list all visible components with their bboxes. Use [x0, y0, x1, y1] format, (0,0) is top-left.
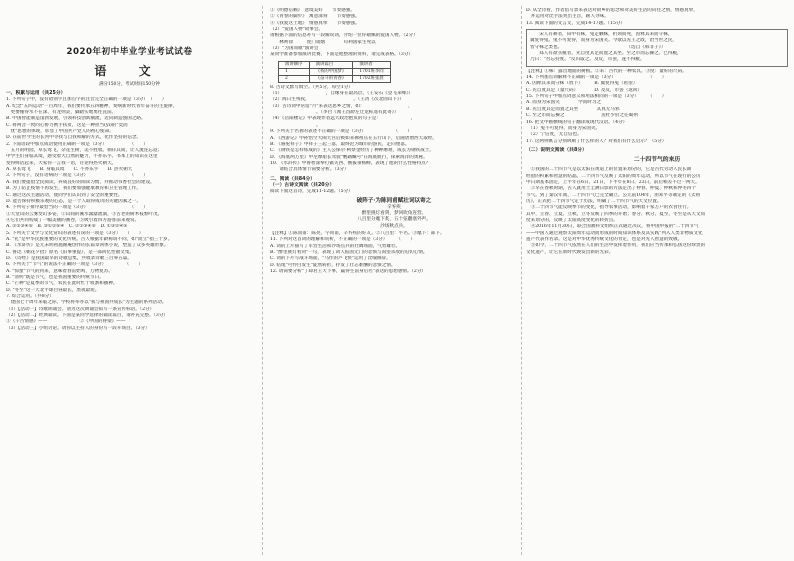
text-line: 10. 《水浒传》中鲁智深拳打镇关西、倒拔垂杨柳，表现了他的什么性格特点？	[270, 160, 431, 166]
text-line: 13. 阅读下面的文言文，完成14-17题。（15分）	[526, 20, 626, 26]
exam-title: 2020年初中毕业学业考试试卷	[66, 47, 193, 57]
text-line: C. 通过这次主题活动，使同学们认识到了安全的重要性。	[6, 192, 123, 198]
table-cell: 《我的中国梦》	[309, 68, 353, 75]
text-line: C. 先自度其足（量尺码） D. 及反，市罢（返回）	[526, 87, 643, 93]
text-line: 宋人有耕者，田中有株，兔走触株，折颈而死，因释其耒而守株，	[530, 32, 673, 38]
column-right	[526, 8, 788, 556]
section-heading: （二）说明文阅读（共8分）	[526, 147, 587, 153]
text-line: ①天堂山的云雾变幻多姿，②山间的溪水潺潺流淌，③古老的树木枝繁叶茂，	[6, 211, 163, 217]
text-line: C. 将两音一致同心协力携手扶贫，这是一种担当(yì)的"奕而	[6, 122, 128, 128]
table-cell: 《奋斗的青春》	[309, 75, 353, 82]
text-line: A. 纪念"五四运动"一百周年，我们要传承五四精神，奏响新时代青年奋斗的主旋律，	[6, 103, 178, 109]
text-line: （2）"爱国人物"故事会。	[270, 27, 324, 33]
text-line: ——中国人通过观察太阳周年运动而形成的时间知识体系及其实践"列入人类非物质文化	[526, 230, 703, 236]
text-line: （4）《岳阳楼记》中表现作者远大政治抱负的句子是： ，	[270, 116, 416, 122]
table-cell: 演讲者	[353, 61, 390, 68]
text-line: C. 鲁迅《朝花夕拾》原名《旧事重提》，是一部回忆性散文集。	[6, 249, 135, 255]
text-line: B. 《骆驼祥子》中祥子三起三落，最终沦为城市的游民，走向堕落。	[270, 141, 410, 147]
text-line: 9. 下列关于名著的表述不正确的一项是（3分） （ ）	[270, 129, 412, 135]
text-line: 中日期基本固定，上半年在6日、21日，下半年在8日、23日，前后相差不过一两天。	[526, 179, 700, 185]
text-line: ①我国的二十四节气是以太阳在黄道上的位置来划分的，它是古代劳动人民长期	[526, 167, 692, 173]
table-row	[279, 61, 391, 68]
text-line: A. 草长莺飞 B. 身临其境 C. 不亦乐乎 D. 热火朝天	[6, 167, 133, 173]
text-line: 郑人有欲买履者，先自度其足而置之其坐。至之市而忘操之。已得履，	[530, 51, 682, 57]
text-line: 节气。到了秦汉年间，二十四节气已完全确立。公元前104年，由邓平等制定的《太初	[526, 192, 701, 198]
text-line: B. 中国智能制造蓬勃发展，引领科技创新潮流，迈向制造强国之路。	[6, 116, 146, 122]
table-cell: 1702班张晨	[353, 75, 390, 82]
text-line: 皆守株之类也。 （选自《韩非子》）	[530, 44, 666, 50]
text-line: ③二十四节气能反映季节的变化，指导农事活动，影响着千家万户的衣食住行。	[526, 205, 692, 211]
text-line: （3）古诗词中常借"月"来表达思乡之情，如： ，	[270, 103, 413, 109]
text-line: D. 能否保持积极乐观的心态，是一个人取得成功的关键因素之一。	[6, 198, 142, 204]
text-line: （1）【活动一】诗歌朗诵会。请为这次朗诵会拟写一条宣传标语。（2分）	[6, 306, 155, 312]
table-cell: 2	[279, 75, 310, 82]
column-separator	[521, 6, 522, 555]
text-line: D. 从全诗看，作者借写景来表达对故乡的思念和对美好生活的向往之情，情感真挚，	[526, 8, 698, 13]
text-line: A. ①②③④⑤ B. ③①②⑤④ C. ②①③④⑤ D. ①③②④⑤	[6, 224, 128, 230]
text-line: 12. 请简要分析"了却君王天下事，赢得生前身后名"表达的思想感情。（2分）	[270, 269, 427, 275]
poem-line: 八百里分麾下炙，五十弦翻塞外声。	[357, 217, 431, 223]
poem-line: 沙场秋点兵。	[380, 223, 408, 229]
text-line: ②早在春秋时期，古人就用土圭测日影的方法定出了仲春、仲夏、仲秋和仲冬四个	[526, 186, 696, 192]
text-line: 中学生们身临其境，感受着大自然的魅力，不亦乐乎。书本上的知识在这里	[6, 154, 158, 160]
text-line: 17. 这两则寓言分别讽刺了什么样的人？对我们有什么启示？（5分）	[526, 138, 667, 144]
text-line: ②《青春的脚步》 寓意深刻 节奏感强。	[270, 14, 360, 20]
text-line: 并运用对比手法突出主旨，耐人寻味。	[526, 14, 609, 20]
text-line: 5. 下列关于文学与文化常识的表述有误的一项是（3分） （ ）	[6, 230, 144, 236]
article-title: 二十四节气的来历	[633, 157, 681, 164]
column-left-body	[6, 91, 253, 332]
poem-line: 醉里挑灯看剑，梦回吹角连营。	[361, 210, 427, 216]
text-line: 【注释】①株：露出地面的树根。②耒：古代的一种农具。③度：量好的尺码。	[526, 68, 687, 74]
text-line: 文化遗产，让它在新时代焕发出新的光彩。	[526, 249, 614, 255]
exam-subject: 语 文	[94, 64, 165, 78]
text-line: （2）海日生残夜， 。（王湾《次北固山下》）	[270, 97, 404, 103]
text-line: 6. 下列关于"节气"的说法不正确的一项是（3分） （ ）	[6, 262, 144, 268]
text-line: 2. 下面语段中加点成语使用正确的一项是（3分） （ ）	[6, 141, 148, 147]
text-line: 7. 综合运用。（共8分）	[6, 294, 54, 299]
text-line: 度来划分的，反映了太阳高度变化的转折点。	[526, 217, 618, 223]
text-line: ①《明德信赖》 意境美好 节奏感强。	[270, 8, 355, 13]
text-line: 8. 古诗文默写填空。（共5分，每空1分）	[270, 84, 353, 90]
text-line: D. 《海底两万里》中尼摩船长驾驶"鹦鹉螺号"在海底航行，探索海洋的奥秘。	[270, 154, 428, 160]
text-line: B. "清明"既是节气，也是我国重要的传统节日。	[6, 274, 104, 280]
text-line: 五月的明园，草长莺飞，杂花生树，美不胜收。徜徉其间，让人流连忘返；	[6, 148, 163, 154]
text-line: 3. 下列句子，没有语病的一项是（3分） （ ）	[6, 173, 148, 179]
column-right-body	[526, 8, 788, 256]
section-heading: 二、阅读（共84分）	[270, 176, 316, 182]
text-line: B. 《水浒传》是元末明初施耐庵创作的长篇章回体小说，塑造了众多英雄形象。	[6, 243, 169, 249]
column-middle-body	[270, 8, 518, 275]
text-line: 经验的积累和智慧的结晶。二十四节气反映了太阳的周年运动，所以节气在现行的公历	[526, 173, 701, 179]
text-line: 14. 下列加点词解释不正确的一项是（3分） （ ）	[526, 75, 667, 81]
text-line: 冀复得兔。兔不可复得，而身为宋国笑。今欲以先王之政，治当世之民，	[530, 38, 678, 44]
text-line: 1. 下列句子中，没有错别字且加点字的注音完全正确的一项是（3分） （ ）	[6, 97, 167, 103]
text-line: D. 《诗经》是我国最早的诗歌总集，共收录诗歌三百零五篇。	[6, 255, 132, 261]
classical-text-box	[526, 29, 788, 67]
text-line: 某同学准备参加演讲比赛，下面是他整理的资料，请完成表格。（3分）	[270, 52, 414, 58]
text-line: A. 词的上片描写了军营生活和沙场点兵的壮阔场面，气势雄壮。	[270, 243, 401, 249]
text-line: A. "惊蛰"节气的到来，意味着春雷始鸣，万物复苏。	[6, 268, 113, 274]
text-line: 遗产代表作名录。这是对中华优秀传统文化的肯定，也是对先人智慧的致敬。	[526, 237, 683, 242]
text-line: C. "芒种"是夏季的节气，农民在此时忙于收割和播种。	[6, 281, 118, 287]
text-line: 请结合具体情节简要分析。（3分）	[270, 167, 349, 173]
text-line: 11. 下列对这首词的理解和赏析，不正确的一项是（3分） （ ）	[270, 237, 415, 243]
poem-line: 辛弃疾	[387, 204, 401, 210]
speech-table	[278, 61, 391, 83]
text-line: ①《千古情感》—— ②《中国的脊梁》——	[6, 319, 126, 325]
table-row	[279, 75, 391, 82]
text-line: （2）宁信度，无自信也。	[526, 132, 582, 138]
text-line: D. 在前世今生的长河中寻找与自我和解的方式，化作坚持的信念。	[6, 135, 142, 141]
text-line: ④它们共同构成了一幅美丽的画卷，⑤吸引着四方游客前来观赏。	[6, 217, 140, 223]
text-line: A. 我们要提倡全民阅读，养成良好的阅读习惯，并推动书香社会的建设。	[6, 179, 155, 185]
text-line: 林则徐 虎门销烟 苟利国家生死以	[270, 39, 376, 45]
text-line: ⑤如今，二十四节气依然在人们的生活中发挥着作用，我们应当传承和弘扬这份珍贵的	[526, 243, 706, 249]
text-line: 阅读下面这首诗，完成11-12题。（5分）	[270, 189, 353, 195]
text-line: 建国七十周年来临之际，学校将举办以"我与祖国共成长"为主题的系列活动。	[6, 300, 167, 306]
poem-title: 破阵子·为陈同甫赋壮词以寄之	[356, 197, 432, 204]
text-line: （2）【活动二】经典诵读。下面是某同学选择的诵读篇目，请补充完整。（3分）	[6, 313, 169, 319]
text-line: 4. 下列句子排序最恰当的一项是（3分） （ ）	[6, 205, 148, 211]
column-left	[6, 8, 253, 556]
text-line: 请根据下面的信息补写一段解说词，介绍一位你敬佩的爱国人物。（2分）	[270, 33, 418, 39]
text-line: 。（李白《闻王昌龄左迁龙标遥有此寄》）	[270, 110, 399, 116]
table-row	[279, 68, 391, 75]
text-line: 更要懂得水不在深、有龙则灵，脚踏实地勇往直前。	[6, 110, 117, 116]
text-line: 【注释】①陈同甫：陈亮，字同甫，辛弃疾的好友。②八百里：牛名。③麾下：部下。	[270, 230, 445, 236]
text-line: B. 为了防止疫情不再发生，我们要加强健康教育和卫生管理工作。	[6, 186, 141, 192]
column-separator	[262, 6, 263, 555]
text-line: （1）兔不可复得，而身为宋国笑。	[526, 125, 601, 131]
table-cell: 演讲篇目	[309, 61, 353, 68]
text-line: D. "冬至"这一天北半球白昼最长，黑夜最短。	[6, 287, 100, 293]
exam-meta: 满分150分，考试时间150分钟	[99, 82, 160, 87]
text-line: A. 因释其耒而守株（放下） B. 冀复得兔（希望）	[526, 81, 638, 87]
text-line: D. 结尾"可怜白发生"陡然转折，抒发了壮志难酬的悲愤之情。	[270, 262, 396, 268]
text-line: A. "礼"是中华民族重要的文化传统。古人根据年龄称谓不同，如"而立"指三十岁。	[6, 236, 173, 242]
text-line: ④2016年11月30日，联合国教科文组织正式通过决议，将中国申报的"二十四节气	[526, 224, 699, 230]
table-cell: 演讲顺序	[279, 61, 310, 68]
text-line: C. 《钢铁是怎样炼成的》主人公保尔·柯察金经历了种种磨难，成长为钢铁战士。	[270, 148, 434, 154]
text-line: 历》，正式把二十四节气定于历法，明确了二十四节气的天文位置。	[526, 198, 662, 204]
text-line: 其中，立春、立夏、立秋、立冬反映了四季的开始；春分、秋分、夏至、冬至是从天文角	[526, 211, 706, 217]
text-line: C. 词的下片写战斗场面，"马作的卢飞快"运用了比喻修辞。	[270, 256, 391, 262]
text-line: 乃曰："吾忘持度。"反归取之。及反，市罢，遂不得履。	[530, 57, 645, 63]
text-line: （1） ，自缘身在最高层。（王安石《登飞来峰》）	[270, 91, 414, 97]
text-line: C. 至之市而忘操之 送杜少府之任蜀州	[526, 113, 638, 119]
text-line: 忧"思想的体现，彰显了中国共产党人的初心使命。	[6, 129, 114, 135]
text-line: A. 而身为宋国笑 学而时习之	[526, 100, 602, 106]
text-line: 16. 把文中画横线的句子翻译成现代汉语。（4分）	[526, 119, 628, 125]
text-line: 变得鲜活起来，大家你一言我一语，讨论得热火朝天。	[6, 160, 117, 166]
section-heading: 一、积累与运用（共25分）	[6, 91, 66, 96]
table-cell: 1	[279, 68, 310, 75]
column-middle	[270, 8, 518, 556]
text-line: 15. 下列句子中加点词意义和用法相同的一项是（3分） （ ）	[526, 94, 667, 100]
poem-block	[270, 197, 518, 230]
text-line: A. 《西游记》中孙悟空大闹天宫后被如来佛祖压在五行山下，后随唐僧西天取经。	[270, 135, 438, 141]
table-cell: 1701班李同	[353, 68, 390, 75]
text-line: （3）"为国而歌"演讲会	[270, 46, 319, 52]
text-line: ③《我爱这土地》 情感真挚 节奏感强。	[270, 20, 360, 26]
text-line: B. "醉里挑灯看剑"一句，表现了词人报国无门的悲愤与渴望杀敌的迫切心情。	[270, 250, 428, 255]
text-line: （3）【活动三】小组讨论。请你以主持人的身份写一段开场白。（3分）	[6, 325, 150, 331]
text-line: B. 先自度其足而置之其坐 其真无马邪	[526, 106, 620, 112]
text-line: 。	[270, 122, 321, 128]
section-heading: （一）古诗文阅读（共20分）	[270, 182, 335, 188]
